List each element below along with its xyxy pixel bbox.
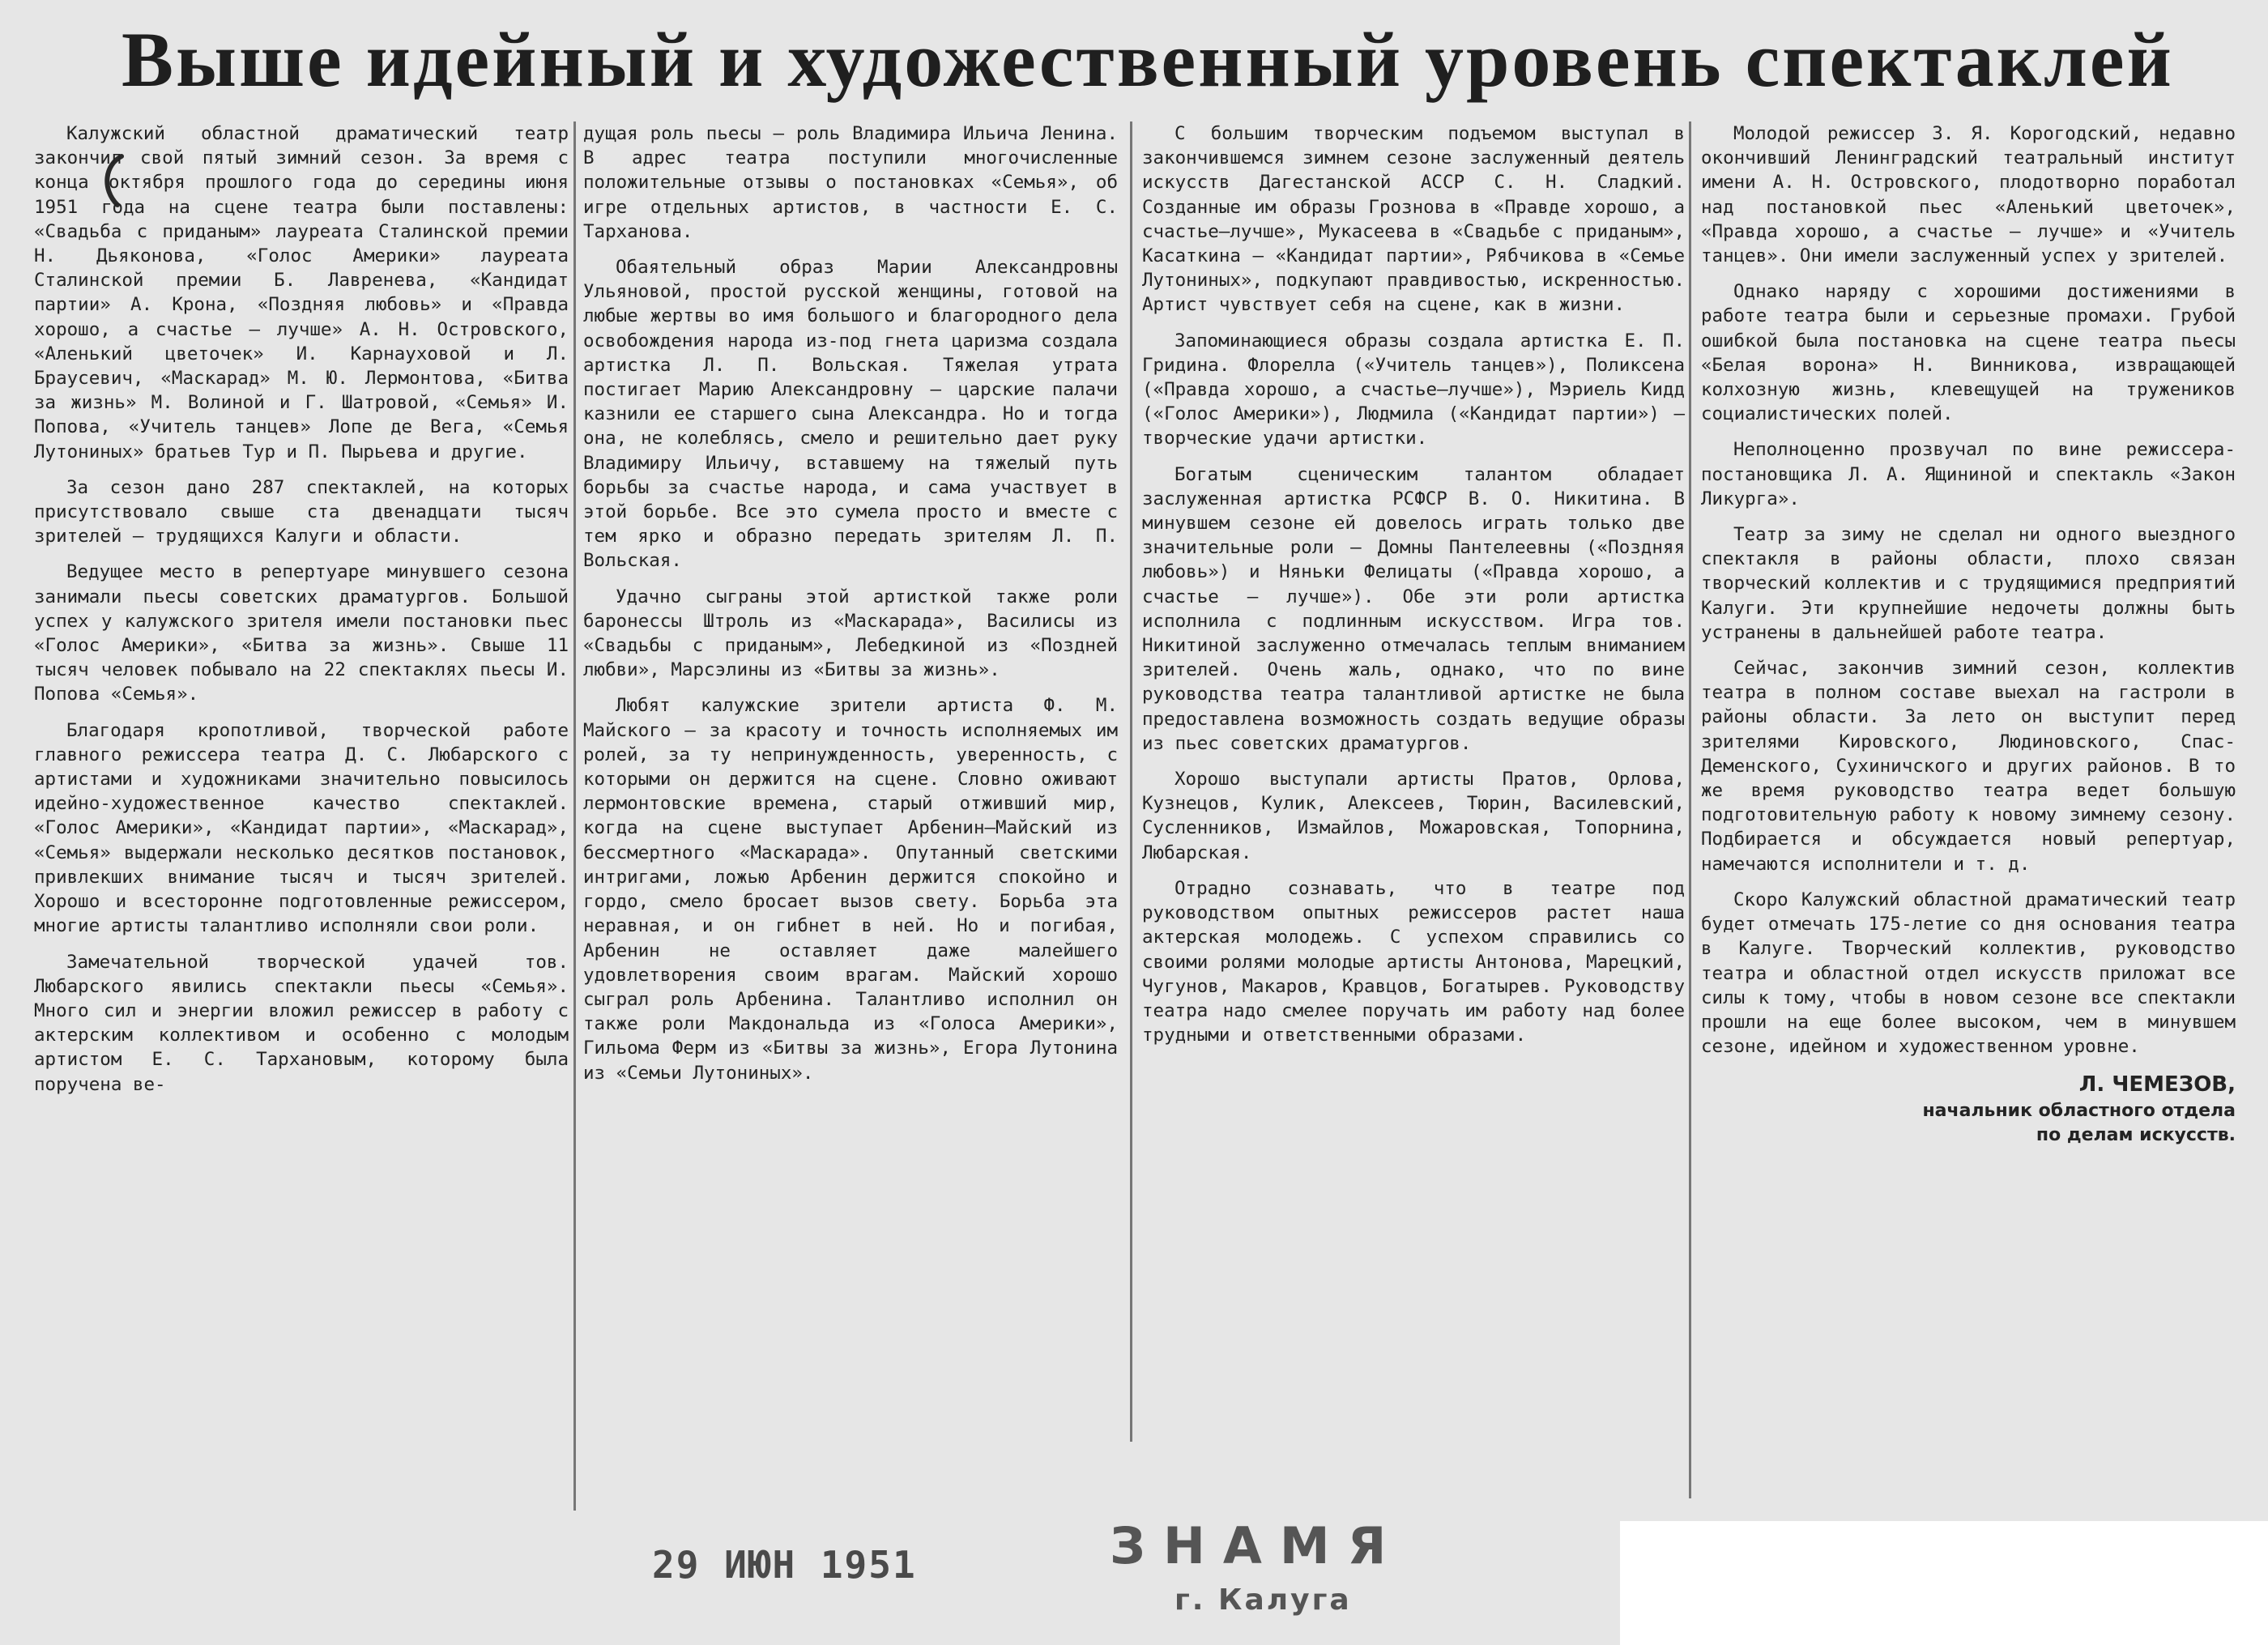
column-divider: [1130, 121, 1132, 1442]
column-divider: [573, 121, 576, 1511]
paragraph: Однако наряду с хорошими достижениями в работе театра были и серьезные промахи. Грубой ошибкой была постановка на сцене театра пьесы «Белая ворона» Н. Винникова, извращающей колхозную жизнь, клевещущей на тружеников социалистических полей.: [1701, 281, 2236, 425]
article-headline: Выше идейный и художественный уровень спектаклей: [122, 16, 2174, 103]
paragraph: Замечательной творческой удачей тов. Любарского явились спектакли пьесы «Семья». Много сил и энергии вложил режиссер в работу с актерским коллективом и особенно с молодым артистом Е. С. Тархановым, которому была поручена ве-: [34, 951, 569, 1095]
paragraph: Благодаря кропотливой, творческой работе главного режиссера театра Д. С. Любарского с артистами и художниками значительно повысилось идейно-художественное качество спектаклей. «Голос Америки», «Кандидат партии», «Маскарад», «Семья» выдержали несколько десятков постановок, привлекших внимание тысяч и тысяч зрителей. Хорошо и всесторонне подготовленные режиссером, многие артисты талантливо исполняли свои роли.: [34, 719, 569, 937]
article-column-1: [34, 121, 569, 1108]
paragraph: За сезон дано 287 спектаклей, на которых присутствовало свыше ста двенадцати тысяч зрителей — трудящихся Калуги и области.: [34, 476, 569, 548]
clipping-cutout: [1620, 1521, 2268, 1645]
paragraph: Ведущее место в репертуаре минувшего сезона занимали пьесы советских драматургов. Большой успех у калужского зрителя имели постановки пьес «Голос Америки», «Битва за жизнь». Свыше 11 тысяч человек побывало на 22 спектаклях пьесы И. Попова «Семья».: [34, 561, 569, 705]
date-stamp: 29 ИЮН 1951: [652, 1543, 917, 1587]
paragraph: Запоминающиеся образы создала артистка Е. П. Гридина. Флорелла («Учитель танцев»), Поликсена («Правда хорошо, а счастье—лучше»), Мэриель Кидд («Голос Америки»), Людмила («Кандидат партии») — творческие удачи артистки.: [1142, 330, 1685, 450]
paragraph: С большим творческим подъемом выступал в закончившемся зимнем сезоне заслуженный деятель искусств Дагестанской АССР С. Н. Сладкий. Созданные им образы Грознова в «Правде хорошо, а счастье—лучше», Мукасеева в «Свадьбе с приданым», Касаткина — «Кандидат партии», Рябчикова в «Семье Лутониных», подкупают правдивостью, искренностью. Артист чувствует себя на сцене, как в жизни.: [1142, 123, 1685, 316]
paragraph: Обаятельный образ Марии Александровны Ульяновой, простой русской женщины, готовой на любые жертвы во имя большого и благородного дела освобождения народа из-под гнета царизма создала артистка Л. П. Вольская. Тяжелая утрата постигает Марию Александровну — царские палачи казнили ее старшего сына Александра. Но и тогда она, не колеблясь, смело и решительно дает руку Владимиру Ильичу, вставшему на тяжелый путь борьбы за счастье народа, и сама участвует в этой борьбе. Все это сумела просто и вместе с тем ярко и образно передать зрителям Л. П. Вольская.: [583, 257, 1118, 572]
paragraph: Любят калужские зрители артиста Ф. М. Майского — за красоту и точность исполняемых им ролей, за ту непринужденность, уверенность, с которыми он держится на сцене. Словно оживают лермонтовские времена, старый отживший мир, когда на сцене выступает Арбенин—Майский из бессмертного «Маскарада». Опутанный светскими интригами, ложью Арбенин держится спокойно и гордо, смело бросает вызов свету. Борьба эта неравная, и он гибнет в ней. Но и погибая, Арбенин не оставляет даже малейшего удовлетворения своим врагам. Майский хорошо сыграл роль Арбенина. Талантливо исполнил он также роли Макдональда из «Голоса Америки», Гильома Ферм из «Битвы за жизнь», Егора Лутонина из «Семьи Лутониных».: [583, 695, 1118, 1084]
city-stamp: г. Калуга: [1174, 1583, 1352, 1617]
author-signature: [1701, 1070, 2236, 1148]
paragraph: Сейчас, закончив зимний сезон, коллектив театра в полном составе выехал на гастроли в районы области. За лето он выступит перед зрителями Кировского, Людиновского, Спас-Деменского, Сухиничского и других районов. В то же время руководство театра ведет большую подготовительную работу к новому зимнему сезону. Подбирается и обсуждается новый репертуар, намечаются исполнители и т. д.: [1701, 658, 2236, 875]
author-role: начальник областного отдела: [1922, 1101, 2236, 1122]
article-column-2: [583, 121, 1118, 1097]
paragraph: Удачно сыграны этой артисткой также роли баронессы Штроль из «Маскарада», Василисы из «Свадьбы с приданым», Лебедкиной из «Поздней любви», Марсэлины из «Битвы за жизнь».: [583, 586, 1118, 681]
newspaper-stamp: ЗНАМЯ: [1110, 1516, 1405, 1575]
column-divider: [1689, 121, 1691, 1498]
paragraph: Неполноценно прозвучал по вине режиссера-постановщика Л. А. Ящининой и спектакль «Закон Ликурга».: [1701, 439, 2236, 509]
author-role: по делам искусств.: [2036, 1125, 2236, 1146]
paragraph: Молодой режиссер З. Я. Корогодский, недавно окончивший Ленинградский театральный институт имени А. Н. Островского, плодотворно поработал над постановкой пьес «Аленький цветочек», «Правда хорошо, а счастье — лучше» и «Учитель танцев». Они имели заслуженный успех у зрителей.: [1701, 123, 2236, 267]
paragraph: дущая роль пьесы — роль Владимира Ильича Ленина. В адрес театра поступили многочисленные положительные отзывы о постановках «Семья», об игре отдельных артистов, в частности Е. С. Тарханова.: [583, 123, 1118, 242]
paragraph: Калужский областной драматический театр закончил свой пятый зимний сезон. За время с конца октября прошлого года до середины июня 1951 года на сцене театра были поставлены: «Свадьба с приданым» лауреата Сталинской премии Н. Дьяконова, «Голос Америки» лауреата Сталинской премии Б. Лавренева, «Кандидат партии» А. Крона, «Поздняя любовь» и «Правда хорошо, а счастье — лучше» А. Н. Островского, «Аленький цветочек» И. Карнауховой и Л. Браусевич, «Маскарад» М. Ю. Лермонтова, «Битва за жизнь» М. Волиной и Г. Шатровой, «Семья» И. Попова, «Учитель танцев» Лопе де Вега, «Семья Лутониных» братьев Тур и П. Пырьева и другие.: [34, 123, 569, 462]
paragraph: Богатым сценическим талантом обладает заслуженная артистка РСФСР В. О. Никитина. В минувшем сезоне ей довелось играть только две значительные роли — Домны Пантелеевны («Поздняя любовь») и Няньки Фелицаты («Правда хорошо, а счастье — лучше»). Обе эти роли артистка исполнила с подлинным искусством. Игра тов. Никитиной заслуженно отмечалась теплым вниманием зрителей. Очень жаль, однако, что по вине руководства театра талантливой артистке не была предоставлена возможность создать ведущие образы из пьес советских драматургов.: [1142, 463, 1685, 754]
article-column-4: [1701, 121, 2236, 1148]
author-name: Л. ЧЕМЕЗОВ,: [2078, 1072, 2236, 1097]
article-column-3: [1142, 121, 1685, 1059]
paragraph: Хорошо выступали артисты Пратов, Орлова, Кузнецов, Кулик, Алексеев, Тюрин, Василевский, Сусленников, Измайлов, Можаровская, Топорнина, Любарская.: [1142, 769, 1685, 863]
paragraph: Отрадно сознавать, что в театре под руководством опытных режиссеров растет наша актерская молодежь. С успехом справились со своими ролями молодые артисты Антонова, Марецкий, Чугунов, Макаров, Кравцов, Богатырев. Руководству театра надо смелее поручать им работу над более трудными и ответственными образами.: [1142, 877, 1685, 1046]
paragraph: Скоро Калужский областной драматический театр будет отмечать 175-летие со дня основания театра в Калуге. Творческий коллектив, руководство театра и областной отдел искусств приложат все силы к тому, чтобы в новом сезоне все спектакли прошли на еще более высоком, чем в минувшем сезоне, идейном и художественном уровне.: [1701, 889, 2236, 1058]
paragraph: Театр за зиму не сделал ни одного выездного спектакля в районы области, плохо связан творческий коллектив и с трудящимися предприятий Калуги. Эти крупнейшие недочеты должны быть устранены в дальнейшей работе театра.: [1701, 524, 2236, 643]
